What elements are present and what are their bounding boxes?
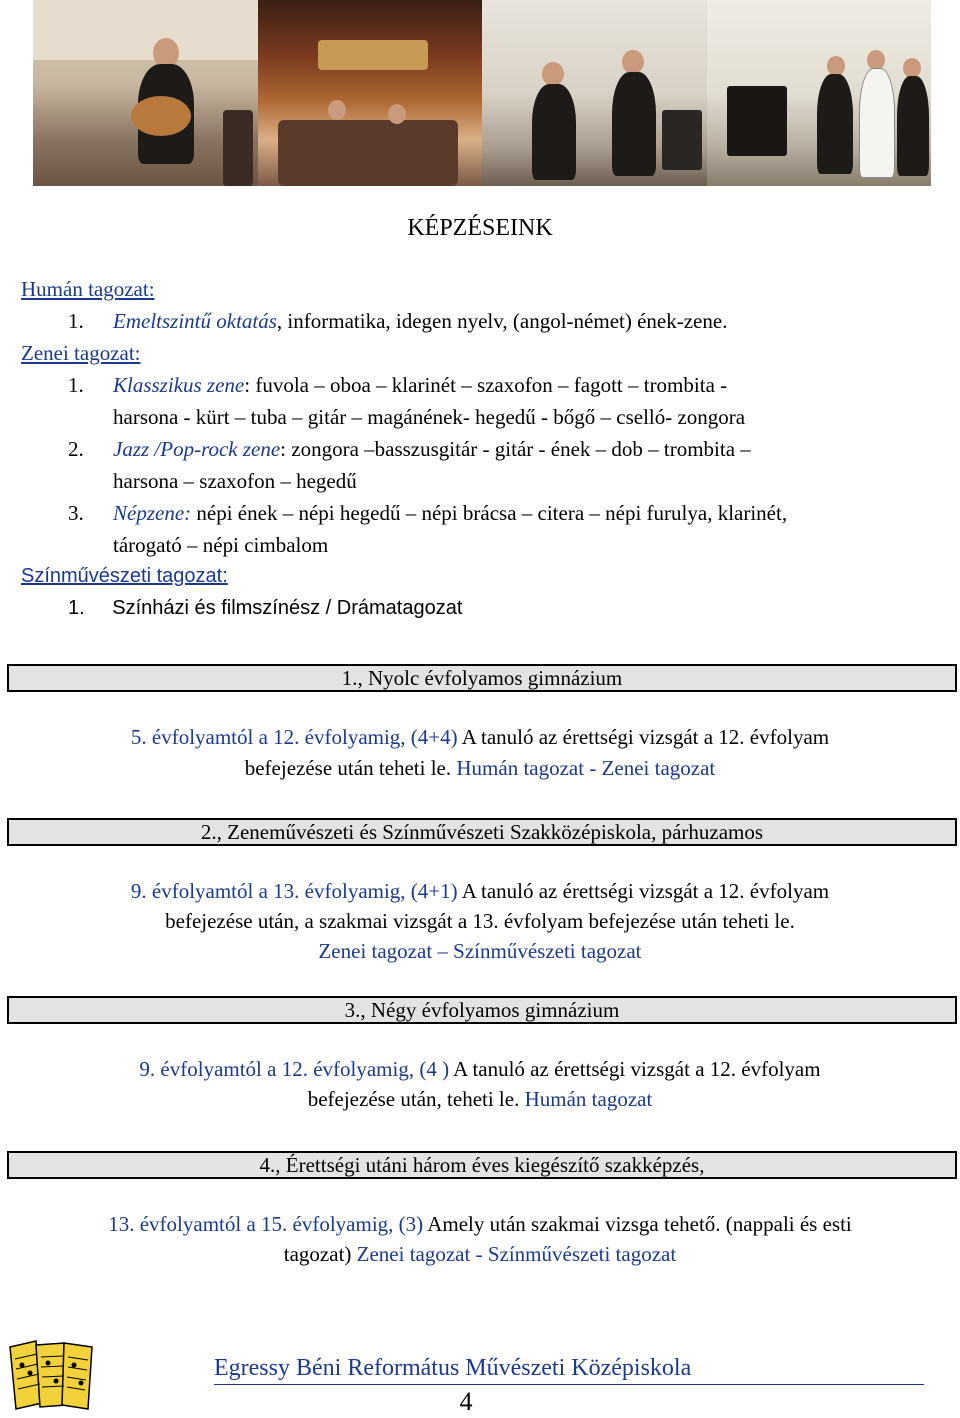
human-item-1: 1. Emeltszintű oktatás, informatika, idegen nyelv, (angol-német) ének-zene. [68, 309, 728, 333]
section-1-line-2: befejezése után teheti le. Humán tagozat - Zenei tagozat [244, 756, 716, 780]
page-title: KÉPZÉSEINK [407, 215, 553, 241]
human-heading: Humán tagozat: [21, 277, 155, 301]
zenei-item-2: 2. Jazz /Pop-rock zene: zongora –basszusgitár - gitár - ének – dob – trombita – [68, 437, 751, 461]
zenei-item-1: 1. Klasszikus zene: fuvola – oboa – klarinét – szaxofon – fagott – trombita - [68, 373, 728, 397]
footer-rule [214, 1384, 924, 1385]
section-4-heading: 4., Érettségi utáni három éves kiegészítő szakképzés, [7, 1151, 957, 1179]
page-number: 4 [459, 1387, 473, 1416]
photo-concert-hall [258, 0, 483, 186]
school-name: Egressy Béni Református Művészeti Középiskola [214, 1355, 692, 1381]
zenei-item-2-cont: harsona – szaxofon – hegedű [113, 469, 357, 493]
section-2-line-1: 9. évfolyamtól a 13. évfolyamig, (4+1) A tanuló az érettségi vizsgát a 12. évfolyam [130, 879, 830, 903]
section-1-heading: 1., Nyolc évfolyamos gimnázium [7, 664, 957, 692]
photo-guitarist [33, 0, 258, 186]
szinmu-item-1: 1. Színházi és filmszínész / Drámatagozat [68, 597, 463, 619]
section-1-line-1: 5. évfolyamtól a 12. évfolyamig, (4+4) A tanuló az érettségi vizsgát a 12. évfolyam [130, 725, 830, 749]
zenei-heading: Zenei tagozat: [21, 341, 141, 365]
section-4-line-2: tagozat) Zenei tagozat - Színművészeti tagozat [283, 1242, 677, 1266]
section-2-line-3: Zenei tagozat – Színművészeti tagozat [318, 939, 642, 963]
zenei-item-1-cont: harsona - kürt – tuba – gitár – magánének- hegedű - bőgő – cselló- zongora [113, 405, 746, 429]
section-3-heading: 3., Négy évfolyamos gimnázium [7, 996, 957, 1024]
section-3-line-1: 9. évfolyamtól a 12. évfolyamig, (4 ) A tanuló az érettségi vizsgát a 12. évfolyam [139, 1057, 821, 1081]
szinmu-heading: Színművészeti tagozat: [21, 565, 228, 587]
section-4-line-1: 13. évfolyamtól a 15. évfolyamig, (3) Amely után szakmai vizsga tehető. (nappali és esti [108, 1212, 852, 1236]
section-3-line-2: befejezése után, teheti le. Humán tagozat [307, 1087, 653, 1111]
photo-strip [33, 0, 931, 186]
photo-ensemble [482, 0, 707, 186]
photo-brass-group [707, 0, 932, 186]
section-2-line-2: befejezése után, a szakmai vizsgát a 13. évfolyam befejezése után teheti le. [165, 909, 795, 933]
zenei-item-3-cont: tárogató – népi cimbalom [113, 533, 329, 557]
zenei-item-3: 3. Népzene: népi ének – népi hegedű – népi brácsa – citera – népi furulya, klarinét, [68, 501, 788, 525]
section-2-heading: 2., Zeneművészeti és Színművészeti Szakközépiskola, párhuzamos [7, 818, 957, 846]
